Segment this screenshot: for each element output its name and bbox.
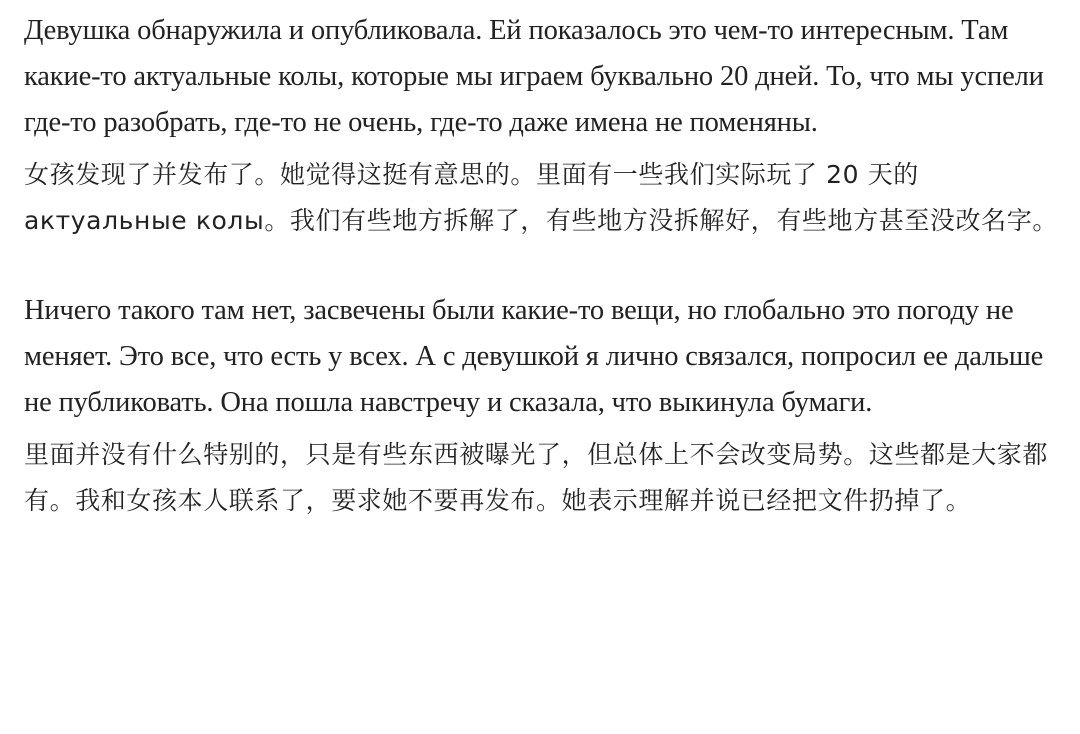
paragraph-chinese-1: 女孩发现了并发布了。她觉得这挺有意思的。里面有一些我们实际玩了 20 天的 актуальные колы。我们有些地方拆解了，有些地方没拆解好，有些地方甚至没改名字。 [24, 160, 1058, 235]
paragraph-chinese-2: 里面并没有什么特别的，只是有些东西被曝光了，但总体上不会改变局势。这些都是大家都有。我和女孩本人联系了，要求她不要再发布。她表示理解并说已经把文件扔掉了。 [24, 440, 1049, 515]
article-body [24, 8, 1060, 524]
paragraph-russian-1: Девушка обнаружила и опубликовала. Ей показалось это чем-то интересным. Там какие-то актуальные колы, которые мы играем буквально 20 дней. То, что мы успели где-то разобрать, где-то не очень, где-то даже имена не поменяны. [24, 15, 1044, 138]
paragraph-russian-2: Ничего такого там нет, засвечены были какие-то вещи, но глобально это погоду не меняет. Это все, что есть у всех. А с девушкой я лично связался, попросил ее дальше не публиковать. Она пошла навстречу и сказала, что выкинула бумаги. [24, 295, 1044, 418]
section-spacer [24, 244, 1060, 288]
